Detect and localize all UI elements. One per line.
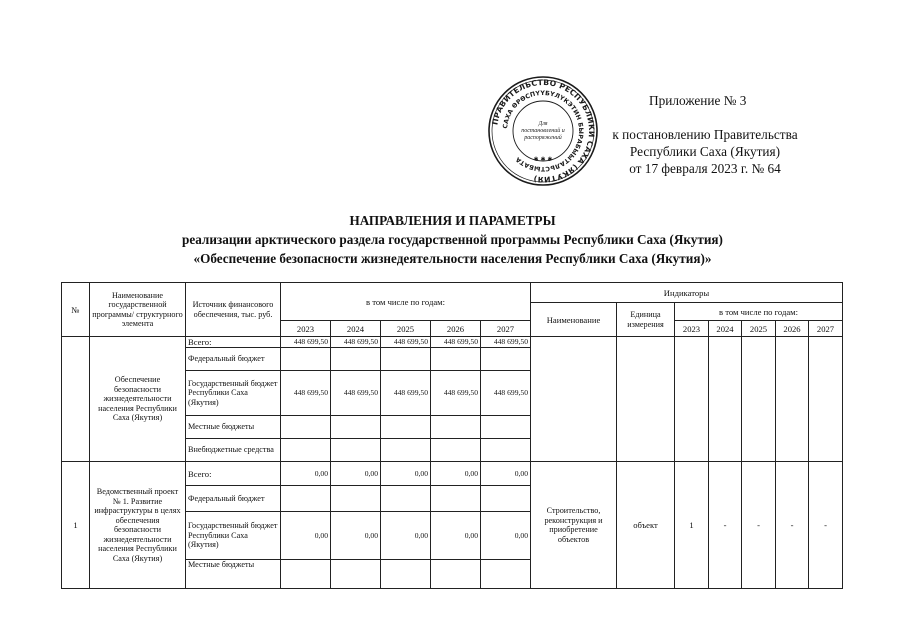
header-year: 2027 xyxy=(481,321,531,337)
block2-value: 0,00 xyxy=(481,512,531,560)
block1-num xyxy=(62,337,90,462)
header-name: Наименование государственной программы/ структурного элемента xyxy=(90,283,186,337)
table-row xyxy=(62,462,843,486)
block1-value: 448 699,50 xyxy=(481,337,531,348)
block2-source: Федеральный бюджет xyxy=(186,486,281,512)
block2-value: 0,00 xyxy=(381,462,431,486)
header-ind-year: 2024 xyxy=(709,321,742,337)
header-source: Источник финансового обеспечения, тыс. руб. xyxy=(186,283,281,337)
header-row-1 xyxy=(62,283,843,303)
block1-value: 448 699,50 xyxy=(381,371,431,416)
block2-value: 0,00 xyxy=(281,462,331,486)
block1-value: 448 699,50 xyxy=(381,337,431,348)
block2-source: Местные бюджеты xyxy=(186,560,281,589)
block2-indicator-value: - xyxy=(809,462,843,589)
header-year: 2025 xyxy=(381,321,431,337)
block1-source: Местные бюджеты xyxy=(186,416,281,439)
appendix-republic: Республики Саха (Якутия) xyxy=(629,144,781,159)
block1-value: 448 699,50 xyxy=(331,337,381,348)
block2-name: Ведомственный проект № 1. Развитие инфраструктуры в целях обеспечения безопасности жизнедеятельности населения Республики Саха (Якутия) xyxy=(90,462,186,589)
header-unit: Единица измерения xyxy=(617,303,675,337)
header-ind-year: 2025 xyxy=(742,321,776,337)
block2-indicator-value: - xyxy=(742,462,776,589)
block2-source: Государственный бюджет Республики Саха (Якутия) xyxy=(186,512,281,560)
block2-value: 0,00 xyxy=(431,462,481,486)
block2-value: 0,00 xyxy=(431,512,481,560)
block1-source: Федеральный бюджет xyxy=(186,348,281,371)
block2-indicator-value: - xyxy=(709,462,742,589)
document-subtitle-1: реализации арктического раздела государственной программы Республики Саха (Якутия) xyxy=(182,232,723,247)
appendix-date: от 17 февраля 2023 г. № 64 xyxy=(629,161,781,176)
stamp-stars-icon: ✱ ✱ ✱ xyxy=(533,156,553,163)
block1-value: 448 699,50 xyxy=(431,337,481,348)
stamp-center-line3: распоряжений xyxy=(524,135,562,141)
block1-source: Всего: xyxy=(186,337,281,348)
header-year: 2024 xyxy=(331,321,381,337)
appendix-number: Приложение № 3 xyxy=(649,93,747,108)
table-row xyxy=(62,337,843,348)
block2-value: 0,00 xyxy=(331,462,381,486)
header-ind-year: 2027 xyxy=(809,321,843,337)
block1-source: Внебюджетные средства xyxy=(186,439,281,462)
stamp-inner-text: САХА ӨРӨСПҮҮБҮЛҮКЭТИН БЫРАБЫЫТАЛЬСТЫБАТА xyxy=(502,89,585,173)
block1-value: 448 699,50 xyxy=(431,371,481,416)
block1-value: 448 699,50 xyxy=(481,371,531,416)
block2-source: Всего: xyxy=(186,462,281,486)
header-ind-year: 2026 xyxy=(776,321,809,337)
stamp-center-line2: постановлений и xyxy=(521,128,565,134)
block1-name: Обеспечение безопасности жизнедеятельности населения Республики Саха (Якутия) xyxy=(90,337,186,462)
stamp-outer-text: ПРАВИТЕЛЬСТВО РЕСПУБЛИКИ САХА (ЯКУТИЯ) xyxy=(490,77,597,185)
header-ind-year: 2023 xyxy=(675,321,709,337)
block2-value: 0,00 xyxy=(281,512,331,560)
block1-indicator-name xyxy=(531,337,617,462)
header-indicator-by-years: в том числе по годам: xyxy=(675,303,843,321)
block1-value: 448 699,50 xyxy=(331,371,381,416)
block2-value: 0,00 xyxy=(331,512,381,560)
document-title: НАПРАВЛЕНИЯ И ПАРАМЕТРЫ xyxy=(349,213,556,228)
block2-value: 0,00 xyxy=(381,512,431,560)
block2-num: 1 xyxy=(62,462,90,589)
header-num: № xyxy=(62,283,90,337)
appendix-resolution: к постановлению Правительства xyxy=(612,127,798,142)
document-subtitle-2: «Обеспечение безопасности жизнедеятельности населения Республики Саха (Якутия)» xyxy=(193,251,712,266)
block2-indicator-name: Строительство, реконструкция и приобретение объектов xyxy=(531,462,617,589)
header-year: 2023 xyxy=(281,321,331,337)
block1-source: Государственный бюджет Республики Саха (Якутия) xyxy=(186,371,281,416)
header-by-years: в том числе по годам: xyxy=(281,283,531,321)
header-indicator-name: Наименование xyxy=(531,303,617,337)
block1-value: 448 699,50 xyxy=(281,337,331,348)
block1-indicator-unit xyxy=(617,337,675,462)
parameters-table xyxy=(61,282,843,589)
block2-indicator-unit: объект xyxy=(617,462,675,589)
header-year: 2026 xyxy=(431,321,481,337)
block1-value: 448 699,50 xyxy=(281,371,331,416)
block2-indicator-value: 1 xyxy=(675,462,709,589)
header-indicators: Индикаторы xyxy=(531,283,843,303)
block2-value: 0,00 xyxy=(481,462,531,486)
stamp-center-line1: Для xyxy=(538,121,548,127)
block2-indicator-value: - xyxy=(776,462,809,589)
